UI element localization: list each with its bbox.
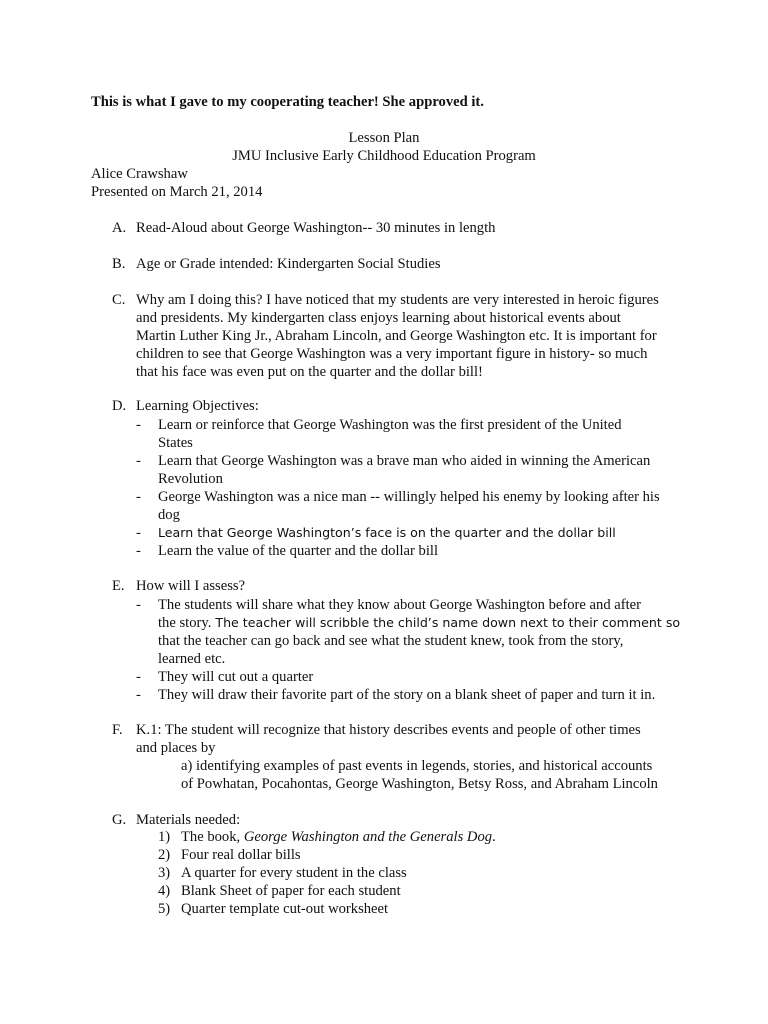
objective-item: Learn the value of the quarter and the dollar bill [158,543,439,559]
material-number: 4) [158,883,171,899]
objective-item: Learn that George Washington was a brave man who aided in winning the American [158,453,651,469]
lesson-title: Lesson Plan [348,130,420,146]
section-c-line: Martin Luther King Jr., Abraham Lincoln, and George Washington etc. It is important for [136,328,657,344]
section-g-letter: G. [112,812,127,828]
presented-date: Presented on March 21, 2014 [91,184,263,200]
material-number: 3) [158,865,171,881]
bullet-dash: - [136,669,141,685]
section-c-line: and presidents. My kindergarten class enjoys learning about historical events about [136,310,621,326]
section-c-line: Why am I doing this? I have noticed that my students are very interested in heroic figures [136,292,659,308]
assessment-item-text: the story. [158,615,212,631]
bullet-dash: - [136,597,141,613]
section-f-line: K.1: The student will recognize that history describes events and people of other times [136,722,641,738]
assessment-item: They will draw their favorite part of the story on a blank sheet of paper and turn it in. [158,687,656,703]
bullet-dash: - [136,543,141,559]
section-d-letter: D. [112,398,127,414]
material-number: 5) [158,901,171,917]
material-item: A quarter for every student in the class [181,865,407,881]
section-c-line: children to see that George Washington was a very important figure in history- so much [136,346,648,362]
material-number: 2) [158,847,171,863]
author-name: Alice Crawshaw [91,166,188,182]
material-item-text: . [492,829,496,845]
material-item [181,828,496,846]
section-f-letter: F. [112,722,123,738]
book-title: George Washington and the Generals Dog [243,829,493,845]
section-e-letter: E. [112,578,125,594]
section-g-heading: Materials needed: [136,812,241,828]
section-a-letter: A. [112,220,127,236]
assessment-item [158,614,680,632]
program-name: JMU Inclusive Early Childhood Education Program [232,148,536,164]
bullet-dash: - [136,687,141,703]
objective-item: dog [158,507,180,523]
assessment-item-text: The teacher will scribble the child’s name down next to their comment so [211,615,681,630]
assessment-item: learned etc. [158,651,226,667]
section-f-subline: a) identifying examples of past events in legends, stories, and historical accounts [181,758,653,774]
section-a-text: Read-Aloud about George Washington-- 30 minutes in length [136,220,496,236]
objective-item: Learn or reinforce that George Washington was the first president of the United [158,417,622,433]
header-note: This is what I gave to my cooperating teacher! She approved it. [91,94,484,110]
objective-item: Revolution [158,471,223,487]
section-f-subline: of Powhatan, Pocahontas, George Washington, Betsy Ross, and Abraham Lincoln [181,776,658,792]
section-c-line: that his face was even put on the quarter and the dollar bill! [136,364,483,380]
bullet-dash: - [136,525,141,541]
section-d-heading: Learning Objectives: [136,398,259,414]
objective-item: States [158,435,193,451]
material-item: Quarter template cut-out worksheet [181,901,389,917]
material-item: Four real dollar bills [181,847,301,863]
assessment-item: The students will share what they know about George Washington before and after [158,597,641,613]
bullet-dash: - [136,453,141,469]
bullet-dash: - [136,417,141,433]
material-item: Blank Sheet of paper for each student [181,883,401,899]
section-e-heading: How will I assess? [136,578,246,594]
objective-item: George Washington was a nice man -- willingly helped his enemy by looking after his [158,489,660,505]
assessment-item: that the teacher can go back and see what the student knew, took from the story, [158,633,624,649]
material-number: 1) [158,829,171,845]
section-f-line: and places by [136,740,216,756]
section-c-letter: C. [112,292,126,308]
section-b-text: Age or Grade intended: Kindergarten Social Studies [136,256,441,272]
assessment-item: They will cut out a quarter [158,669,314,685]
material-item-text: The book, [181,829,244,845]
section-b-letter: B. [112,256,126,272]
bullet-dash: - [136,489,141,505]
objective-item: Learn that George Washington’s face is on the quarter and the dollar bill [158,525,616,540]
